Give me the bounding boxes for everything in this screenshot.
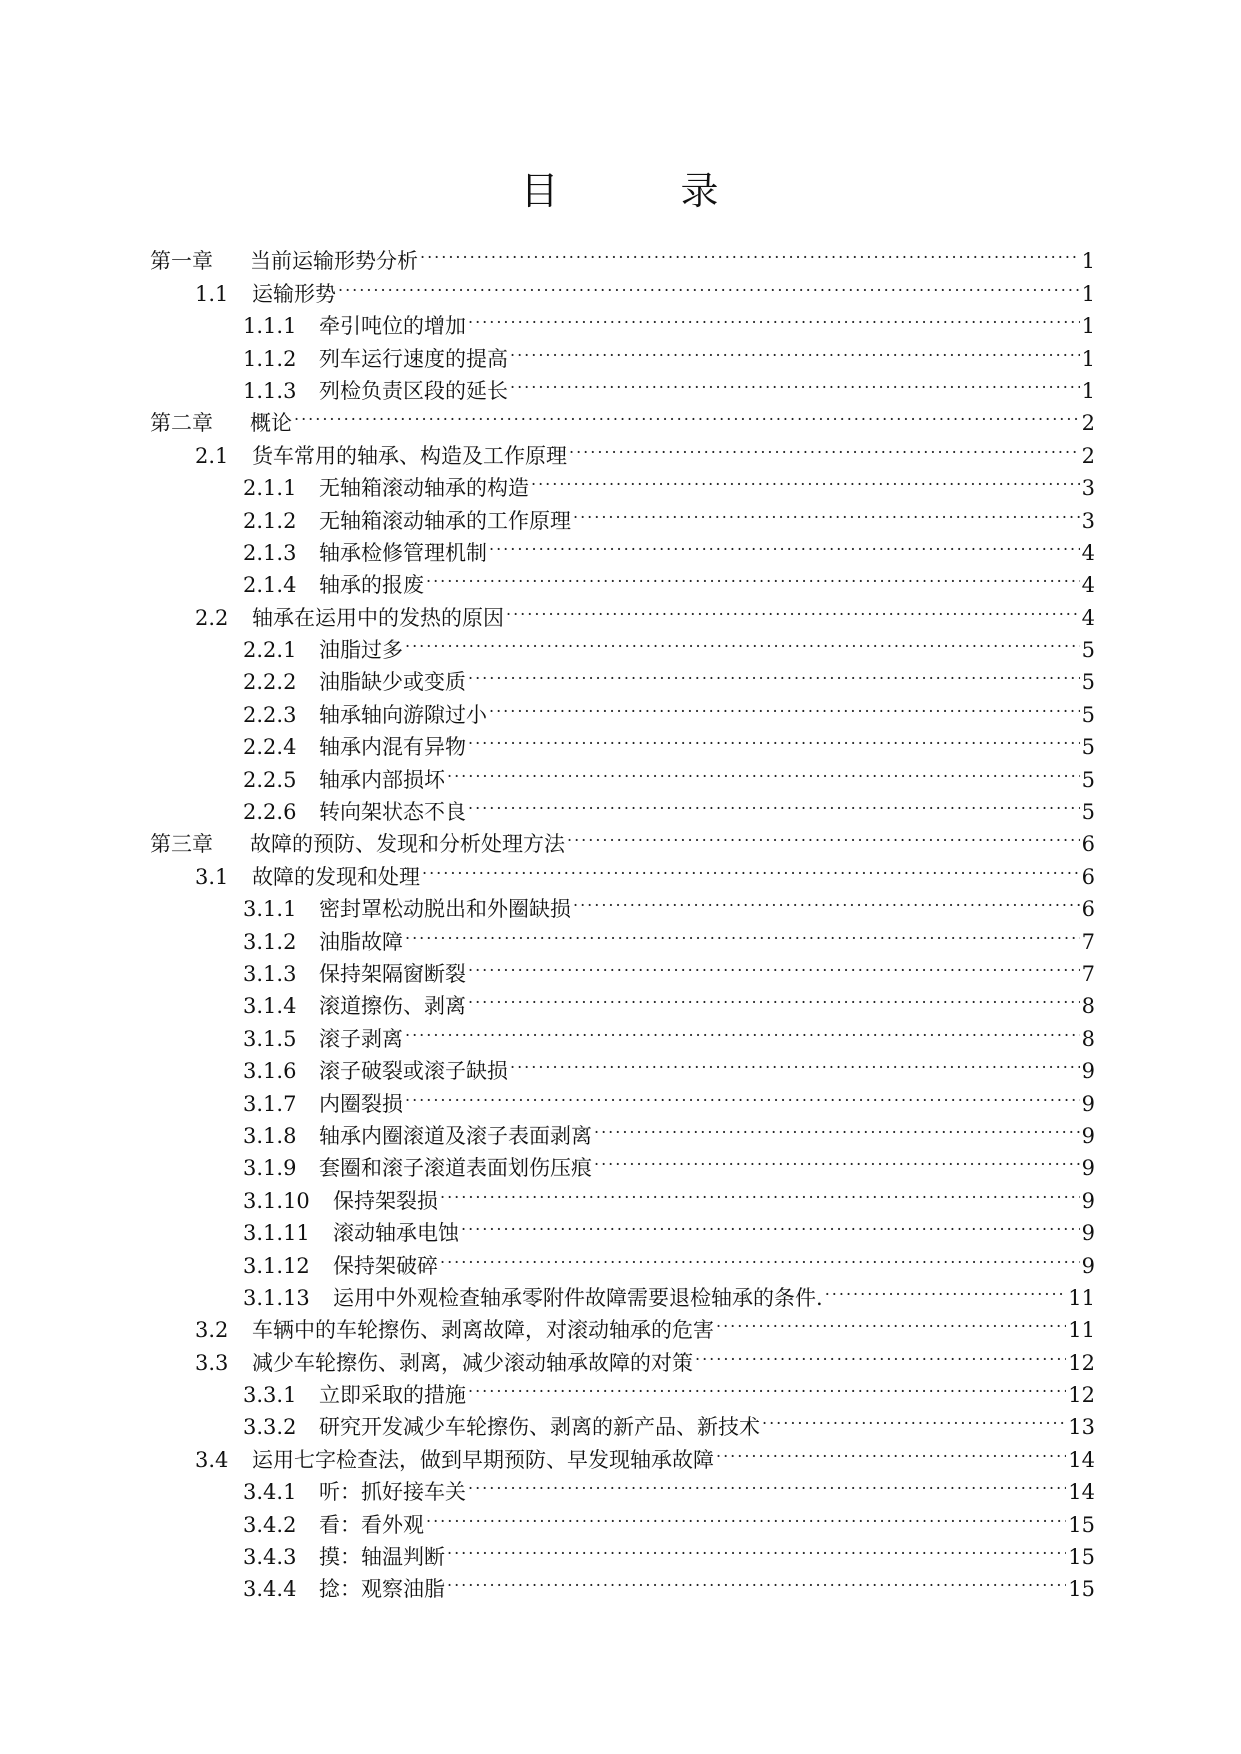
toc-entry-number: 第一章 [150,249,213,274]
toc-entry-page: 9 [1081,1253,1095,1278]
toc-entry-page: 6 [1081,832,1095,857]
toc-entry-number: 3.3.2 [243,1415,297,1440]
toc-entry-page: 8 [1081,1026,1095,1051]
toc-entry-number: 3.1.2 [243,929,297,954]
toc-entry-number: 3.1.8 [243,1123,297,1148]
toc-entry-page: 2 [1081,443,1095,468]
toc-dot-leader [468,981,1080,1013]
toc-entry-title: 运用七字检查法，做到早期预防、早发现轴承故障 [252,1447,714,1472]
toc-entry-page: 1 [1081,281,1095,306]
toc-dot-leader [426,1499,1066,1531]
toc-entry-title: 油脂故障 [319,929,403,954]
toc-entry-title: 车辆中的车轮擦伤、剥离故障，对滚动轴承的危害 [252,1318,714,1343]
toc-entry-number: 2.1.1 [243,476,297,501]
toc-entry-number: 2.2.6 [243,800,297,825]
toc-dot-leader [716,1434,1066,1466]
toc-entry-title: 轴承内混有异物 [319,735,466,760]
toc-dot-leader [440,1240,1080,1272]
toc-entry-page: 5 [1081,702,1095,727]
toc-entry-number: 2.2 [195,605,229,630]
toc-entry-page: 14 [1068,1480,1095,1505]
toc-dot-leader [716,1305,1066,1337]
toc-entry-number: 2.1.4 [243,573,297,598]
toc-dot-leader [510,366,1080,398]
toc-dot-leader [468,657,1080,689]
toc-entry-title: 套圈和滚子滚道表面划伤压痕 [319,1156,592,1181]
toc-entry-page: 15 [1068,1512,1095,1537]
toc-dot-leader [405,916,1080,948]
toc-dot-leader [426,560,1080,592]
toc-entry-title: 轴承检修管理机制 [319,540,487,565]
toc-dot-leader [695,1337,1066,1369]
toc-dot-leader [468,787,1080,819]
toc-dot-leader [573,495,1080,527]
toc-entry-number: 3.1.12 [243,1253,310,1278]
toc-entry-title: 概论 [250,411,292,436]
toc-entry-title: 油脂缺少或变质 [319,670,466,695]
toc-entry-page: 1 [1081,314,1095,339]
toc-entry-page: 8 [1081,994,1095,1019]
toc-entry-title: 研究开发减少车轮擦伤、剥离的新产品、新技术 [319,1415,760,1440]
toc-entry-number: 3.1.1 [243,897,297,922]
toc-entry-title: 轴承的报废 [319,573,424,598]
toc-entry-title: 当前运输形势分析 [250,249,418,274]
toc-heading-right: 录 [680,169,721,213]
toc-entry-number: 2.1.3 [243,540,297,565]
toc-entry-page: 9 [1081,1156,1095,1181]
toc-entry-number: 3.1.13 [243,1285,310,1310]
toc-entry-page: 4 [1081,540,1095,565]
toc-entry-title: 内圈裂损 [319,1091,403,1116]
toc-entry-title: 保持架破碎 [333,1253,438,1278]
toc-dot-leader [506,592,1080,624]
toc-dot-leader [338,268,1080,300]
toc-entry-number: 3.1.9 [243,1156,297,1181]
toc-dot-leader [461,1208,1080,1240]
toc-dot-leader [422,851,1080,883]
toc-entry-number: 2.1 [195,443,229,468]
toc-entry-title: 运输形势 [252,281,336,306]
toc-entry-number: 1.1.3 [243,378,297,403]
toc-dot-leader [420,236,1080,268]
toc-entry-number: 3.4.1 [243,1480,297,1505]
toc-entry-title: 无轴箱滚动轴承的构造 [319,476,529,501]
toc-entry[interactable] [150,236,1095,274]
toc-entry-page: 7 [1081,929,1095,954]
toc-entry-number: 1.1.2 [243,346,297,371]
toc-entry-title: 列车运行速度的提高 [319,346,508,371]
toc-entry-title: 滚动轴承电蚀 [333,1221,459,1246]
toc-entry-page: 4 [1081,605,1095,630]
toc-entry-number: 1.1.1 [243,314,297,339]
toc-dot-leader [468,1467,1066,1499]
toc-entry-title: 轴承轴向游隙过小 [319,702,487,727]
toc-entry-title: 牵引吨位的增加 [319,314,466,339]
toc-heading [0,160,1241,215]
toc-entry-page: 4 [1081,573,1095,598]
toc-entry-title: 密封罩松动脱出和外圈缺损 [319,897,571,922]
toc-entry-number: 1.1 [195,281,229,306]
toc-entry-number: 3.1.3 [243,961,297,986]
toc-entry-number: 3.4.2 [243,1512,297,1537]
toc-entry-page: 15 [1068,1545,1095,1570]
toc-entry-page: 7 [1081,961,1095,986]
toc-dot-leader [447,754,1080,786]
toc-entry-page: 3 [1081,476,1095,501]
toc-dot-leader [294,398,1080,430]
toc-entry-page: 5 [1081,767,1095,792]
toc-entry-number: 3.1.11 [243,1221,310,1246]
toc-entry-title: 听：抓好接车关 [319,1480,466,1505]
toc-entry-number: 2.2.2 [243,670,297,695]
toc-entry-page: 6 [1081,864,1095,889]
toc-dot-leader [531,463,1080,495]
toc-entry-page: 9 [1081,1123,1095,1148]
toc-entry-page: 12 [1068,1350,1095,1375]
toc-entry-number: 2.2.4 [243,735,297,760]
toc-entry-page: 11 [1068,1318,1095,1343]
toc-dot-leader [594,1111,1080,1143]
toc-entry-title: 看：看外观 [319,1512,424,1537]
toc-entry-page: 15 [1068,1577,1095,1602]
toc-entry-number: 第二章 [150,411,213,436]
toc-entry-title: 减少车轮擦伤、剥离，减少滚动轴承故障的对策 [252,1350,693,1375]
toc-entry-page: 1 [1081,378,1095,403]
toc-entry-number: 3.3 [195,1350,229,1375]
toc-entry-title: 货车常用的轴承、构造及工作原理 [252,443,567,468]
toc-entry-title: 转向架状态不良 [319,800,466,825]
toc-dot-leader [447,1564,1066,1596]
toc-entry-page: 3 [1081,508,1095,533]
toc-dot-leader [468,1370,1066,1402]
toc-dot-leader [468,949,1080,981]
toc-entry-page: 9 [1081,1059,1095,1084]
toc-entry-title: 保持架裂损 [333,1188,438,1213]
toc-entry-number: 3.3.1 [243,1383,297,1408]
toc-entry-page: 5 [1081,800,1095,825]
toc-entry-number: 2.2.1 [243,638,297,663]
toc-dot-leader [405,1078,1080,1110]
toc-entry-number: 3.4.3 [243,1545,297,1570]
toc-dot-leader [489,528,1080,560]
toc-entry-number: 3.1 [195,864,229,889]
toc-entry-number: 3.1.6 [243,1059,297,1084]
toc-entry-number: 2.1.2 [243,508,297,533]
toc-dot-leader [468,722,1080,754]
toc-dot-leader [762,1402,1066,1434]
toc-entry-title: 故障的发现和处理 [252,864,420,889]
toc-entry-title: 无轴箱滚动轴承的工作原理 [319,508,571,533]
toc-entry-number: 3.1.5 [243,1026,297,1051]
toc-entry-number: 2.2.5 [243,767,297,792]
toc-entry-page: 11 [1068,1285,1095,1310]
toc-entry-number: 3.4 [195,1447,229,1472]
toc-dot-leader [405,1013,1080,1045]
toc-entry-page: 9 [1081,1221,1095,1246]
toc-entry-title: 立即采取的措施 [319,1383,466,1408]
toc-entry-title: 摸：轴温判断 [319,1545,445,1570]
toc-entry-page: 5 [1081,638,1095,663]
toc-dot-leader [447,1532,1066,1564]
toc-dot-leader [468,301,1080,333]
toc-entry-page: 5 [1081,735,1095,760]
toc-dot-leader [825,1273,1067,1305]
toc-entry-title: 滚子剥离 [319,1026,403,1051]
toc-entry-page: 13 [1068,1415,1095,1440]
toc-dot-leader [594,1143,1080,1175]
toc-entry-page: 2 [1081,411,1095,436]
toc-entry-title: 故障的预防、发现和分析处理方法 [250,832,565,857]
toc-entry-title: 油脂过多 [319,638,403,663]
toc-entry-title: 轴承在运用中的发热的原因 [252,605,504,630]
toc-dot-leader [510,333,1080,365]
toc-entry-title: 列检负责区段的延长 [319,378,508,403]
toc-entry-number: 3.2 [195,1318,229,1343]
toc-dot-leader [489,689,1080,721]
toc-dot-leader [573,884,1080,916]
toc-entry-title: 运用中外观检查轴承零附件故障需要退检轴承的条件. [333,1285,823,1310]
toc-dot-leader [510,1046,1080,1078]
toc-entry-title: 捻：观察油脂 [319,1577,445,1602]
toc-dot-leader [405,625,1080,657]
toc-entry-page: 1 [1081,346,1095,371]
toc-entry-title: 保持架隔窗断裂 [319,961,466,986]
toc-entry-number: 2.2.3 [243,702,297,727]
toc-entry-title: 滚道擦伤、剥离 [319,994,466,1019]
toc-dot-leader [440,1175,1080,1207]
toc-dot-leader [569,430,1080,462]
toc-entry-page: 9 [1081,1091,1095,1116]
toc-entry-page: 6 [1081,897,1095,922]
toc-entry-page: 5 [1081,670,1095,695]
toc-entry-page: 12 [1068,1383,1095,1408]
toc-entry-number: 3.4.4 [243,1577,297,1602]
toc-entry-title: 轴承内圈滚道及滚子表面剥离 [319,1123,592,1148]
toc-entry-number: 3.1.4 [243,994,297,1019]
toc-entry-number: 3.1.7 [243,1091,297,1116]
toc-entry-page: 9 [1081,1188,1095,1213]
toc-entry-number: 3.1.10 [243,1188,310,1213]
toc-heading-left: 目 [520,169,561,213]
table-of-contents [150,236,1095,1602]
toc-entry-title: 滚子破裂或滚子缺损 [319,1059,508,1084]
toc-entry-page: 14 [1068,1447,1095,1472]
toc-dot-leader [567,819,1080,851]
toc-entry-title: 轴承内部损坏 [319,767,445,792]
toc-entry-page: 1 [1081,249,1095,274]
toc-entry-number: 第三章 [150,832,213,857]
